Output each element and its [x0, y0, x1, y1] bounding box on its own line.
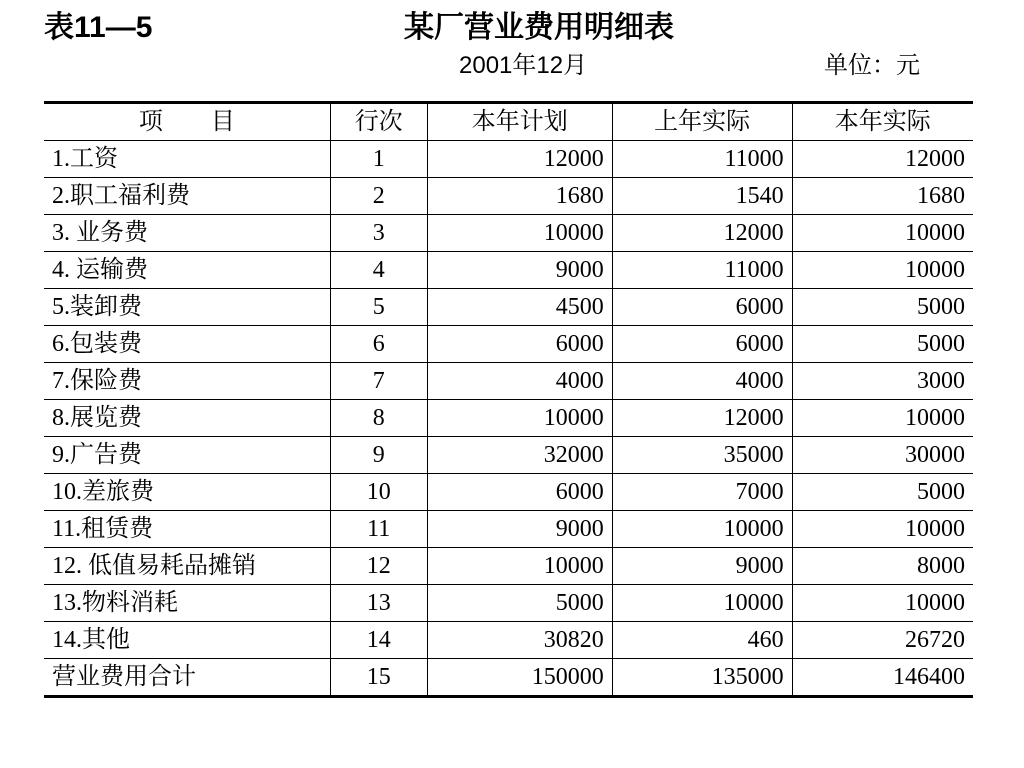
row-line-cell: 14: [330, 622, 427, 659]
table-row: [44, 141, 973, 178]
table-row: [44, 252, 973, 289]
row-item-cell: 12. 低值易耗品摊销: [44, 548, 330, 585]
row-last-year-cell: 6000: [612, 326, 792, 363]
row-item-cell: 5.装卸费: [44, 289, 330, 326]
row-actual-cell: 12000: [792, 141, 973, 178]
row-item-cell: 14.其他: [44, 622, 330, 659]
table-row: [44, 548, 973, 585]
row-actual-cell: 5000: [792, 326, 973, 363]
table-header-row: [44, 103, 973, 141]
row-line-cell: 4: [330, 252, 427, 289]
row-plan-cell: 1680: [427, 178, 612, 215]
table-row: [44, 474, 973, 511]
row-line-cell: 9: [330, 437, 427, 474]
report-period: 2001年12月: [459, 52, 588, 79]
row-last-year-cell: 12000: [612, 215, 792, 252]
row-plan-cell: 10000: [427, 548, 612, 585]
row-item-cell: 11.租赁费: [44, 511, 330, 548]
row-actual-cell: 10000: [792, 585, 973, 622]
row-last-year-cell: 10000: [612, 585, 792, 622]
table-row: [44, 511, 973, 548]
table-row: [44, 437, 973, 474]
row-line-cell: 11: [330, 511, 427, 548]
row-last-year-cell: 7000: [612, 474, 792, 511]
row-actual-cell: 5000: [792, 289, 973, 326]
row-item-cell: 3. 业务费: [44, 215, 330, 252]
row-actual-cell: 26720: [792, 622, 973, 659]
row-actual-cell: 10000: [792, 215, 973, 252]
table-row: [44, 326, 973, 363]
row-last-year-cell: 35000: [612, 437, 792, 474]
row-item-cell: 13.物料消耗: [44, 585, 330, 622]
row-last-year-cell: 1540: [612, 178, 792, 215]
column-header-item: 项 目: [44, 103, 330, 141]
row-actual-cell: 8000: [792, 548, 973, 585]
column-header-line: 行次: [330, 103, 427, 141]
row-item-cell: 4. 运输费: [44, 252, 330, 289]
row-line-cell: 8: [330, 400, 427, 437]
row-last-year-cell: 6000: [612, 289, 792, 326]
column-header-last-year: 上年实际: [612, 103, 792, 141]
expense-detail-table: [44, 101, 973, 698]
table-row: [44, 585, 973, 622]
row-actual-cell: 1680: [792, 178, 973, 215]
row-item-cell: 6.包装费: [44, 326, 330, 363]
row-line-cell: 5: [330, 289, 427, 326]
table-row: [44, 622, 973, 659]
row-item-cell: 8.展览费: [44, 400, 330, 437]
row-plan-cell: 30820: [427, 622, 612, 659]
row-plan-cell: 5000: [427, 585, 612, 622]
row-plan-cell: 6000: [427, 326, 612, 363]
row-item-cell: 1.工资: [44, 141, 330, 178]
table-row: [44, 178, 973, 215]
row-line-cell: 1: [330, 141, 427, 178]
row-plan-cell: 4500: [427, 289, 612, 326]
row-actual-cell: 10000: [792, 400, 973, 437]
row-line-cell: 2: [330, 178, 427, 215]
table-row: [44, 400, 973, 437]
row-plan-cell: 32000: [427, 437, 612, 474]
row-last-year-cell: 9000: [612, 548, 792, 585]
table-number: 表11—5: [44, 11, 153, 44]
row-actual-cell: 3000: [792, 363, 973, 400]
column-header-plan: 本年计划: [427, 103, 612, 141]
row-line-cell: 12: [330, 548, 427, 585]
row-item-cell: 营业费用合计: [44, 659, 330, 697]
row-line-cell: 10: [330, 474, 427, 511]
row-actual-cell: 10000: [792, 511, 973, 548]
row-line-cell: 6: [330, 326, 427, 363]
row-plan-cell: 12000: [427, 141, 612, 178]
table-row: [44, 289, 973, 326]
row-actual-cell: 5000: [792, 474, 973, 511]
row-last-year-cell: 11000: [612, 252, 792, 289]
row-last-year-cell: 135000: [612, 659, 792, 697]
row-actual-cell: 30000: [792, 437, 973, 474]
row-last-year-cell: 11000: [612, 141, 792, 178]
row-plan-cell: 4000: [427, 363, 612, 400]
row-item-cell: 10.差旅费: [44, 474, 330, 511]
row-line-cell: 7: [330, 363, 427, 400]
row-plan-cell: 9000: [427, 511, 612, 548]
table-row: [44, 363, 973, 400]
column-header-actual: 本年实际: [792, 103, 973, 141]
table-row: [44, 215, 973, 252]
row-actual-cell: 146400: [792, 659, 973, 697]
row-item-cell: 7.保险费: [44, 363, 330, 400]
row-line-cell: 15: [330, 659, 427, 697]
row-plan-cell: 150000: [427, 659, 612, 697]
row-plan-cell: 6000: [427, 474, 612, 511]
row-last-year-cell: 10000: [612, 511, 792, 548]
currency-unit: 单位：元: [824, 52, 920, 79]
row-plan-cell: 10000: [427, 215, 612, 252]
row-last-year-cell: 12000: [612, 400, 792, 437]
row-item-cell: 2.职工福利费: [44, 178, 330, 215]
row-line-cell: 13: [330, 585, 427, 622]
row-line-cell: 3: [330, 215, 427, 252]
row-plan-cell: 9000: [427, 252, 612, 289]
row-last-year-cell: 460: [612, 622, 792, 659]
page-title: 某厂营业费用明细表: [404, 11, 674, 44]
row-plan-cell: 10000: [427, 400, 612, 437]
table-body: [44, 141, 973, 697]
row-actual-cell: 10000: [792, 252, 973, 289]
row-item-cell: 9.广告费: [44, 437, 330, 474]
row-last-year-cell: 4000: [612, 363, 792, 400]
total-row: [44, 659, 973, 697]
